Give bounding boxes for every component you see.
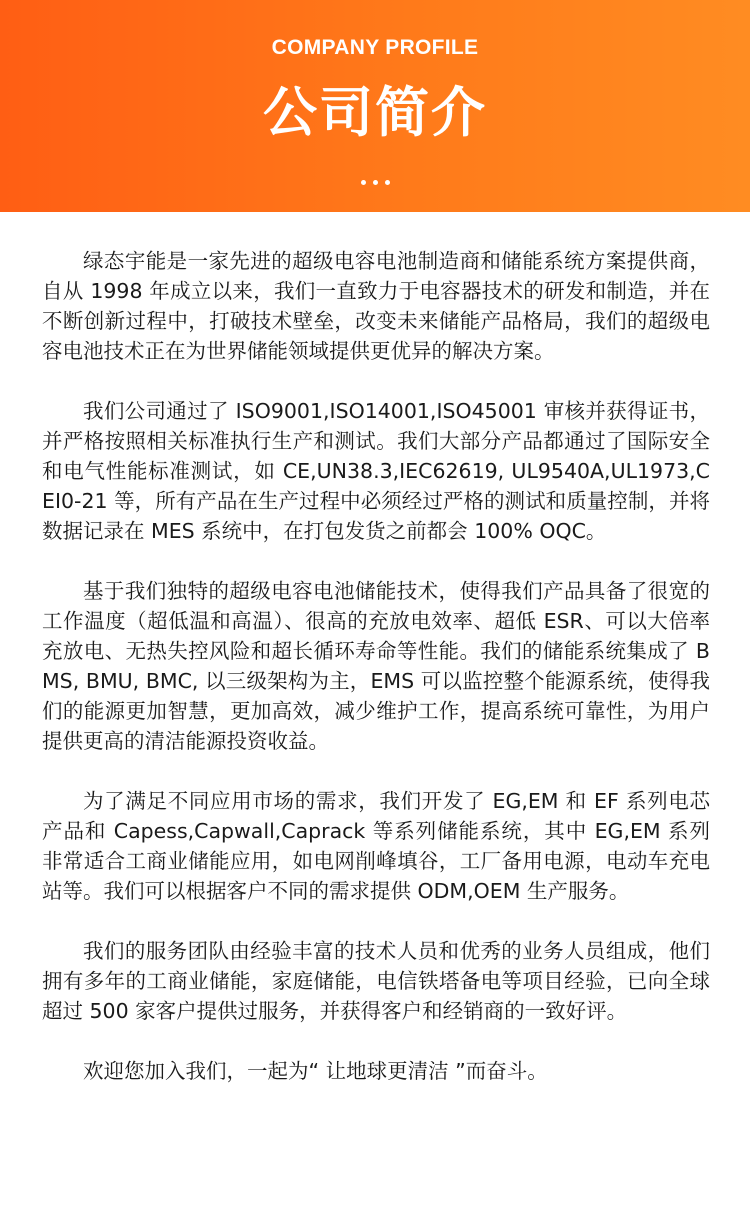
- header-subtitle: COMPANY PROFILE: [271, 36, 479, 59]
- header-banner: [0, 0, 750, 212]
- page-title: 公司简介: [263, 81, 487, 144]
- decorative-dots: [0, 180, 750, 185]
- paragraph-closing: 欢迎您加入我们，一起为“ 让地球更清洁 ”而奋斗。: [83, 1059, 548, 1083]
- paragraph-certifications: 我们公司通过了 ISO9001,ISO14001,ISO45001 审核并获得证书，并严格按照相关标准执行生产和测试。我们大部分产品都通过了国际安全和电气性能标准测试，如 CE,UN38.3,IEC62619, UL9540A,UL1973,CEI0-21 等，所有产品在生产过程中必须经过严格的测试和质量控制，并将数据记录在 MES 系统中，在打包发货之前都会 100% OQC。: [42, 399, 710, 543]
- dot-icon: [373, 180, 378, 185]
- paragraph-service: 我们的服务团队由经验丰富的技术人员和优秀的业务人员组成，他们拥有多年的工商业储能，家庭储能，电信铁塔备电等项目经验，已向全球超过 500 家客户提供过服务，并获得客户和经销商的一致好评。: [42, 939, 710, 1023]
- paragraph-intro: 绿态宇能是一家先进的超级电容电池制造商和储能系统方案提供商，自从 1998 年成立以来，我们一直致力于电容器技术的研发和制造，并在不断创新过程中，打破技术壁垒，改变未来储能产品格局，我们的超级电容电池技术正在为世界储能领域提供更优异的解决方案。: [42, 249, 710, 363]
- paragraph-products: 为了满足不同应用市场的需求，我们开发了 EG,EM 和 EF 系列电芯产品和 Capess,Capwall,Caprack 等系列储能系统，其中 EG,EM 系列非常适合工商业储能应用，如电网削峰填谷，工厂备用电源，电动车充电站等。我们可以根据客户不同的需求提供 ODM,OEM 生产服务。: [42, 789, 710, 903]
- paragraph-technology: 基于我们独特的超级电容电池储能技术，使得我们产品具备了很宽的工作温度（超低温和高温）、很高的充放电效率、超低 ESR、可以大倍率充放电、无热失控风险和超长循环寿命等性能。我们的储能系统集成了 BMS, BMU, BMC, 以三级架构为主，EMS 可以监控整个能源系统，使得我们的能源更加智慧，更加高效，减少维护工作，提高系统可靠性，为用户提供更高的清洁能源投资收益。: [42, 579, 710, 753]
- dot-icon: [385, 180, 390, 185]
- dot-icon: [361, 180, 366, 185]
- profile-content: [42, 246, 710, 1116]
